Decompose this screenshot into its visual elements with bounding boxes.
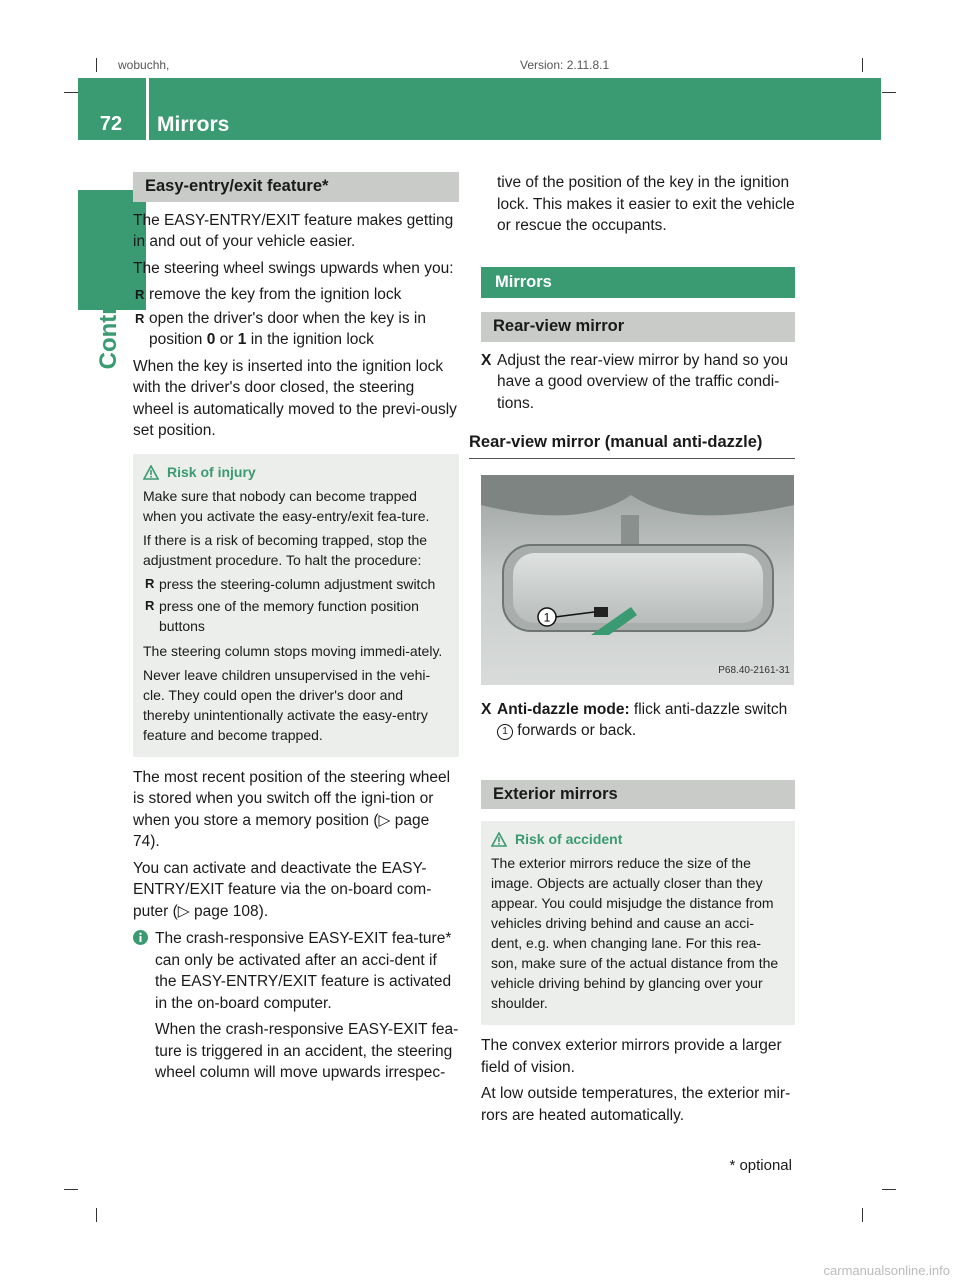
bullet-icon: R: [135, 287, 145, 302]
crop-mark: [64, 92, 78, 93]
crop-mark: [882, 1189, 896, 1190]
print-info-strip: [0, 58, 960, 72]
bullet-list: [133, 284, 459, 351]
callout-1-icon: 1: [497, 724, 513, 740]
chapter-title: Mirrors: [157, 113, 230, 136]
figure-code: P68.40-2161-31: [718, 665, 790, 676]
section-heading-mirrors: Mirrors: [481, 267, 795, 299]
paragraph: At low outside temperatures, the exterior mir-rors are heated automatically.: [481, 1085, 791, 1124]
section-heading-easy-entry: Easy-entry/exit feature*: [133, 172, 459, 202]
bullet-icon: R: [135, 310, 145, 326]
step-arrow-icon: X: [481, 700, 492, 718]
rear-view-mirror-illustration: [481, 475, 794, 685]
subsection-heading-rear-view: Rear-view mirror: [481, 312, 795, 342]
side-section-label: Controls: [95, 270, 122, 370]
instruction-step: X Anti-dazzle mode: flick anti-dazzle switch 1 forwards or back.: [481, 700, 788, 739]
paragraph: The steering wheel swings upwards when you:: [133, 259, 454, 277]
warning-text: The exterior mirrors reduce the size of the image. Objects are actually closer than they appear. You could misjudge the distance from vehicles driving behind and cause an acci-dent, e.g. when changing lane. For this rea-son, make sure of the actual distance from the vehicle driving behind by glancing over your shoulder.: [491, 855, 779, 1011]
paragraph: When the key is inserted into the ignition lock with the driver's door closed, the steering wheel is automatically moved to the previ-ously set position.: [133, 357, 457, 439]
crop-mark: [882, 92, 896, 93]
warning-text: Make sure that nobody can become trapped when you activate the easy-entry/exit fea-ture.: [143, 487, 430, 524]
svg-text:1: 1: [543, 610, 551, 624]
crop-mark: [64, 1189, 78, 1190]
list-item: R press the steering-column adjustment switch: [145, 575, 436, 592]
bullet-list: [143, 574, 449, 636]
header-divider: [146, 78, 149, 140]
paragraph: The convex exterior mirrors provide a larger field of vision.: [481, 1037, 782, 1076]
warning-triangle-icon: [491, 832, 507, 847]
page-number: 72: [99, 113, 123, 135]
list-item: R open the driver's door when the key is in position 0 or 1 in the ignition lock: [135, 309, 426, 348]
instruction-step: X Adjust the rear-view mirror by hand so you have a good overview of the traffic condi-tions.: [481, 351, 789, 412]
crop-mark: [96, 1208, 97, 1222]
list-item: R remove the key from the ignition lock: [133, 284, 459, 306]
info-note: [133, 928, 459, 1084]
paragraph: tive of the position of the key in the ignition lock. This makes it easier to exit the vehicle or rescue the occupants.: [497, 174, 795, 234]
subsection-heading-exterior: Exterior mirrors: [481, 780, 795, 810]
paragraph: The most recent position of the steering wheel is stored when you switch off the igni-tion or when you store a memory position (▷ page 74).: [133, 768, 451, 850]
warning-triangle-icon: [143, 465, 159, 480]
info-text: When the crash-responsive EASY-EXIT fea-ture is triggered in an accident, the steering wheel column will move upwards irrespec-: [155, 1021, 459, 1081]
paragraph: The EASY-ENTRY/EXIT feature makes getting in and out of your vehicle easier.: [133, 211, 454, 250]
mirror-figure: [481, 475, 794, 685]
print-info-right: Version: 2.11.8.1: [520, 58, 610, 72]
info-icon: [133, 930, 148, 945]
paragraph: You can activate and deactivate the EASY-ENTRY/EXIT feature via the on-board com-puter (▷ page 108).: [133, 859, 432, 920]
warning-text: Never leave children unsupervised in the vehi-cle. They could open the driver's door and thereby unintentionally activate the easy-entry feature and become trapped.: [143, 666, 431, 743]
bullet-icon: R: [145, 597, 155, 613]
bullet-icon: R: [145, 575, 155, 591]
warning-title: Risk of accident: [491, 829, 785, 849]
crop-mark: [862, 1208, 863, 1222]
warning-text: If there is a risk of becoming trapped, stop the adjustment procedure. To halt the procedure:: [143, 531, 428, 568]
warning-title: Risk of injury: [143, 462, 449, 482]
list-item: R press one of the memory function position buttons: [145, 597, 419, 634]
warning-box-injury: [133, 454, 459, 757]
left-column: [133, 172, 459, 1089]
footnote-optional: * optional: [729, 1157, 792, 1174]
warning-text: The steering column stops moving immedi-ately.: [143, 642, 443, 659]
info-text: The crash-responsive EASY-EXIT fea-ture* can only be activated after an acci-dent if the EASY-ENTRY/EXIT feature is activated in the on-board computer.: [155, 930, 452, 1012]
step-arrow-icon: X: [481, 351, 492, 369]
right-column: [469, 172, 795, 1131]
watermark: carmanualsonline.info: [823, 1263, 950, 1278]
warning-box-accident: [481, 821, 795, 1025]
subheading-anti-dazzle: Rear-view mirror (manual anti-dazzle): [469, 432, 795, 459]
print-info-left: wobuchh,: [118, 58, 170, 72]
